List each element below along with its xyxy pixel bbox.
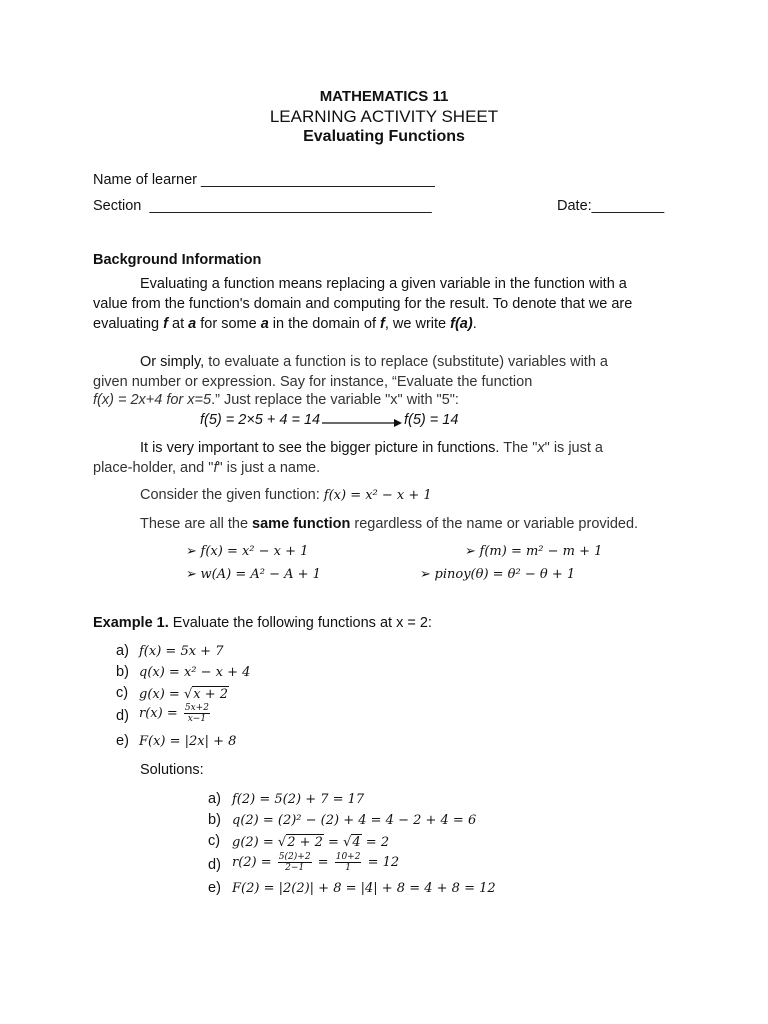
same-function-line: These are all the same function regardless of the name or variable provided. [140, 516, 639, 532]
paragraph-2-line-3: f(x) = 2x+4 for x=5.” Just replace the variable "x" with "5": [93, 392, 459, 408]
bullet-item: ➢ w(A) = A² − A + 1 [186, 566, 321, 582]
item-letter: b) [116, 664, 129, 680]
solution-c: g(2) = √2 + 2 = √4 = 2 [232, 835, 390, 850]
sheet-title: LEARNING ACTIVITY SHEET [269, 107, 499, 126]
solution-e: F(2) = |2(2)| + 8 = |4| + 8 = 4 + 8 = 12 [232, 881, 496, 896]
bullet-item: ➢ pinoy(θ) = θ² − θ + 1 [420, 566, 576, 582]
item-letter: a) [116, 643, 129, 659]
function-d: r(x) = $\frac{5x+2}{x-1}$ [139, 703, 209, 724]
solution-letter: c) [208, 833, 221, 849]
solution-b: q(2) = (2)² − (2) + 4 = 4 − 2 + 4 = 6 [232, 813, 477, 828]
section-line: ___________________________________ [149, 198, 432, 214]
function-b: q(x) = x² − x + 4 [139, 665, 251, 680]
bullet-arrow-icon: ➢ [420, 566, 431, 581]
example-equation-left: f(5) = 2×5 + 4 = 14 [200, 412, 321, 428]
paragraph-1-line-2: value from the function's domain and computing for the result. To denote that we are [93, 296, 633, 312]
bullet-arrow-icon: ➢ [465, 543, 476, 558]
subject-title: MATHEMATICS 11 [319, 88, 449, 105]
function-e: F(x) = |2x| + 8 [139, 734, 237, 749]
solution-letter: e) [208, 880, 221, 896]
name-line: _____________________________ [201, 172, 435, 188]
paragraph-2-line-1: Or simply, to evaluate a function is to replace (substitute) variables with a [140, 354, 608, 370]
date-label: Date: [557, 198, 592, 214]
paragraph-1-line-3: evaluating f at a for some a in the domain of f, we write f(a). [93, 316, 477, 332]
function-c: g(x) = √x + 2 [139, 687, 229, 702]
topic-title: Evaluating Functions [303, 128, 465, 145]
item-letter: d) [116, 708, 129, 724]
example-1-heading: Example 1. Evaluate the following functions at x = 2: [93, 615, 432, 631]
bullet-item: ➢ f(m) = m² − m + 1 [465, 543, 603, 559]
solution-letter: d) [208, 857, 221, 873]
bullet-arrow-icon: ➢ [186, 566, 197, 581]
solution-letter: b) [208, 812, 221, 828]
solution-letter: a) [208, 791, 221, 807]
background-heading: Background Information [93, 252, 262, 268]
date-line: _________ [591, 198, 665, 214]
paragraph-3-line-1: It is very important to see the bigger picture in functions. The "x" is just a [140, 440, 603, 456]
name-label: Name of learner [93, 172, 197, 188]
section-field [93, 198, 432, 214]
section-label: Section [93, 198, 142, 214]
paragraph-3-line-2: place-holder, and "f" is just a name. [93, 460, 321, 476]
name-of-learner-field [93, 172, 435, 188]
example-equation-right: f(5) = 14 [404, 412, 459, 428]
date-field [557, 198, 664, 214]
solutions-label: Solutions: [140, 762, 204, 778]
bullet-arrow-icon: ➢ [186, 543, 197, 558]
solution-d: r(2) = $\frac{5(2)+2}{2-1}$ = $\frac{10+2}{1}$ = 12 [232, 852, 400, 873]
function-a: f(x) = 5x + 7 [139, 644, 224, 659]
solution-a: f(2) = 5(2) + 7 = 17 [232, 792, 365, 807]
consider-line: Consider the given function: f(x) = x² − x + 1 [140, 487, 432, 503]
item-letter: e) [116, 733, 129, 749]
given-function: f(x) = x² − x + 1 [323, 488, 432, 503]
paragraph-1-line-1: Evaluating a function means replacing a given variable in the function with a [140, 276, 627, 292]
arrow-right-icon [322, 418, 402, 428]
paragraph-2-line-2: given number or expression. Say for instance, “Evaluate the function [93, 374, 533, 390]
bullet-item: ➢ f(x) = x² − x + 1 [186, 543, 309, 559]
item-letter: c) [116, 685, 129, 701]
